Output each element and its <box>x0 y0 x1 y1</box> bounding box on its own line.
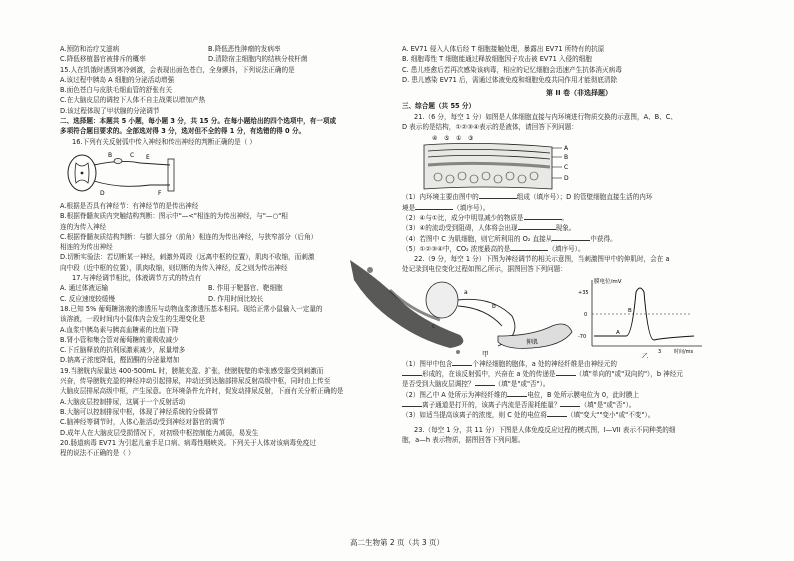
answer-blank[interactable] <box>475 379 495 386</box>
ink-stain <box>340 250 480 360</box>
fig22-y-tick-0: 0 <box>584 311 588 318</box>
q14-option-c: C.降低移植器官被排斥的概率 <box>60 55 146 64</box>
q19-stem-2: 兴奋，传导膀胱充盈的神经冲动引起排尿，冲动还到达脑部排尿反射高级中枢，同时由上传至 <box>60 377 331 386</box>
q14-options-row2 <box>60 54 398 64</box>
q16-option-a: A.根据是否具有神经节：有神经节的是传出神经 <box>60 201 199 210</box>
q17-option-a: A. 通过体液运输 <box>60 284 109 293</box>
q19-option-c: C.脑神经等调节时，人体心脏活动受到神经对器官的调节 <box>60 418 225 427</box>
q15-option-d: D.该过程体现了甲状腺的分泌调节 <box>60 106 160 115</box>
q18-option-c: C.下丘脑释放的抗利尿激素减少，尿量增多 <box>60 346 186 355</box>
fig21-num-1: ① <box>456 135 462 143</box>
fig21-label-c: C <box>564 164 569 172</box>
answer-blank[interactable] <box>479 192 517 199</box>
section2-instructions: 多项符合题目要求的。全部选对得 3 分，选对但不全的得 1 分，有选错的得 0 分。 <box>60 127 306 136</box>
q23-stem-cont: 胞，a—h 表示物质，据图回答下列问题。 <box>402 435 525 444</box>
q16-stem: 16.下列有关反射弧中传入神经和传出神经的判断正确的是（ ） <box>72 137 257 146</box>
q19-option-a: A.大脑皮层控制排尿，这属于一个反射活动 <box>60 397 186 406</box>
q20-stem: 20.肠道病毒 EV71 为引起儿童手足口病、病毒性咽峡炎。下列关于人体对该病毒免疫过 <box>60 438 316 447</box>
q18-option-a: A.血浆中胰岛素与胰高血糖素的比值下降 <box>60 325 179 334</box>
q17-option-c: C. 反应速度较缓慢 <box>60 294 115 303</box>
q17-option-d: D. 作用时间比较长 <box>208 294 264 303</box>
answer-blank[interactable] <box>415 203 453 210</box>
fig22-y-title: 膜电位/mV <box>594 278 622 285</box>
fig16-label-b: B <box>108 151 113 159</box>
fig22-y-tick-plus35: +35 <box>578 289 589 296</box>
q21-stem: 21.（6 分，每空 1 分）如图是人体细胞直接与内环境进行物质交换的示意图，A、B、C、 <box>414 112 677 121</box>
part2-title: 第 II 卷（非选择题） <box>545 89 613 98</box>
answer-blank[interactable] <box>507 390 527 397</box>
q16-option-b-cont: 连的为传入神经 <box>60 222 107 231</box>
fig21-num-4: ④ <box>432 135 438 143</box>
cell-exchange-diagram <box>402 133 582 191</box>
q18-stem: 18.已知 5% 葡萄糖溶液的渗透压与动物血浆渗透压基本相同。现给正常小鼠输入一定量的 <box>60 304 323 313</box>
q16-option-d-cont: 向中段（近中枢的位置），肌肉收缩，则切断的为传入神经，反之则为传出神经 <box>60 263 288 272</box>
fig22-marker-a: A <box>616 329 620 336</box>
q21-part1-cont: 境是 （填序号）。 <box>402 203 490 212</box>
answer-blank[interactable] <box>518 223 556 230</box>
q21-stem-cont: D 表示的是结构，①②③④表示的是液体，请回答下列问题： <box>402 123 578 132</box>
q22-part2-cont: 离子通道是打开的，该离子内流是否需耗能量？ （填"是"或"否"）。 <box>402 400 756 410</box>
q18-stem-cont: 该溶液，一段时间内小鼠体内会发生的生理变化是 <box>60 315 206 324</box>
section2-heading: 二、选择题：本题共 5 小题，每小题 3 分，共 15 分。在每小题给出的四个选项中，有一项或 <box>60 117 337 126</box>
fig16-label-e: E <box>146 153 150 161</box>
fig21-label-a: A <box>564 145 569 153</box>
spinal-cord-diagram <box>60 149 180 199</box>
q15-stem: 15.人在饥饿时遇到寒冷刺激，会表现出面色苍白，全身颤抖，下列说法正确的是 <box>60 65 295 74</box>
answer-blank[interactable] <box>556 369 576 376</box>
fig16-label-c: C <box>130 151 135 159</box>
q19-option-b: B.大脑可以控制排尿中枢，体现了神经系统的分级调节 <box>60 407 219 416</box>
q14-option-d: D.清除宿主细胞内的结核分枝杆菌 <box>208 55 308 64</box>
q22-part3: （3）如适当提高该离子的浓度，则 C 处的电位将 （填"变大""变小"或"不变"）。 <box>402 411 655 420</box>
page-footer: 高二生物第 2 页（共 3 页） <box>349 538 445 547</box>
q22-part2: （2）图乙中 A 处所示为神经纤维的 电位，B 处所示膜电位为 0，此时膜上 <box>402 390 640 399</box>
answer-blank[interactable] <box>552 234 590 241</box>
answer-blank[interactable] <box>402 369 422 376</box>
answer-blank[interactable] <box>402 400 422 407</box>
right-column <box>402 44 756 445</box>
fig22-label-extensor: 伸肌 <box>526 338 539 346</box>
fig22-yi-caption: 乙 <box>642 351 649 358</box>
q23-stem: 23.（每空 1 分，共 11 分）下图是人体免疫反应过程的模式图，I—VII 表示不同种类的细 <box>414 425 676 434</box>
fig21-label-b: B <box>564 154 569 162</box>
q15-option-a: A.该过程中胰岛 A 细胞的分泌活动增强 <box>60 75 175 84</box>
section3-heading: 三、综合题（共 55 分） <box>402 102 476 111</box>
q21-part4: （4）若图中 C 为肌细胞，则它所利用的 O₂ 直接从 中获得。 <box>402 234 617 243</box>
q22-stem-cont: 处记录到电位变化过程如图乙所示，据图回答下列问题： <box>402 265 567 274</box>
answer-blank[interactable] <box>547 410 567 417</box>
q14-option-a: A.预防和治疗艾滋病 <box>60 45 120 53</box>
fig21-num-3: ③ <box>468 135 474 143</box>
fig22-x-label: 时间/ms <box>674 348 694 355</box>
q22-part1-cont: 形成的，在该反射弧中，兴奋在 a 处的传递是 （填"单向的"或"双向的"），b 神经元 <box>402 369 756 379</box>
q21-part3: （3）④的流动受到阻碍，人体将会出现 现象。 <box>402 224 576 233</box>
q15-option-b: B.面色苍白与皮肤毛细血管的舒张有关 <box>60 86 173 95</box>
q22-part1-cont2: 是否受到大脑皮层调控？ （填"是"或"否"）。 <box>402 380 550 389</box>
q18-option-b: B.肾小管和集合管对葡萄糖的重吸收减少 <box>60 335 179 344</box>
q21-part2: （2）④与①比，成分中明显减少的物质是 。 <box>402 213 569 222</box>
fig22-x-tick: 3 <box>658 348 662 355</box>
answer-blank[interactable] <box>510 244 548 251</box>
spinal-cord-figure <box>60 149 398 199</box>
q16-option-b: B.根据脊髓灰质内突触结构判断：图示中"—<"相连的为传出神经，与"—○"相 <box>60 212 288 221</box>
fig22-label-b: b <box>492 302 496 310</box>
q22-stem: 22.（9 分，每空 1 分）下图为神经调节的相关示意图，当刺激图甲中的伸肌时，会在 a <box>414 255 670 264</box>
q20-stem-cont: 程的说法不正确的是（ ） <box>60 449 135 458</box>
fig22-label-a: a <box>464 288 468 296</box>
q22-part1: （1）图甲中包含 个神经细胞的胞体，a 处的神经纤维是由神经元的 <box>402 359 617 368</box>
fig16-label-d: D <box>100 189 105 197</box>
answer-blank[interactable] <box>524 213 562 220</box>
q19-option-d: D.成年人在大脑皮层受损情况下，对初级中枢控制能力减弱，易发生 <box>60 428 259 437</box>
q20-option-a: A. EV71 侵入人体后经 T 细胞接触处理，暴露出 EV71 所特有的抗原 <box>402 45 605 53</box>
q21-part1: （1）内环境主要由图中的 组成（填序号）；D 的管壁细胞直接生活的内环 <box>402 193 653 202</box>
fig21-label-d: D <box>564 175 569 183</box>
fig22-jia-caption: 甲 <box>482 349 489 358</box>
fig22-y-tick-minus70: -70 <box>578 333 587 340</box>
q20-option-b: B. 细胞毒性 T 细胞能通过释放细胞因子攻击被 EV71 入侵的细胞 <box>402 55 592 64</box>
q15-option-c: C.在大脑皮层的调控下人体不自主战栗以增加产热 <box>60 96 206 105</box>
q20-option-d: D. 患儿感染 EV71 后，需通过体液免疫和细胞免疫共同作用才能彻底清除 <box>402 75 618 84</box>
internal-environment-figure <box>402 133 756 191</box>
answer-blank[interactable] <box>560 400 580 407</box>
q20-option-c: C. 患儿痊愈后若再次感染该病毒，相应的记忆细胞会迅速产生抗体消灭病毒 <box>402 65 622 74</box>
q18-option-d: D.钠离子浓度降低，醛固酮的分泌量增加 <box>60 356 180 365</box>
q14-options-row1 <box>60 44 398 54</box>
q19-stem-3: 大脑皮层排尿高级中枢，产生尿意。在环境条件允许时，促发动排尿反射，下面有关分析正确的是 <box>60 387 344 396</box>
fig16-label-f: F <box>158 189 162 197</box>
q16-option-c: C.根据脊髓灰质结构判断：与膨大部分（前角）相连的为传出神经，与狭窄部分（后角） <box>60 232 318 241</box>
q14-option-b: B.降低恶性肿瘤的发病率 <box>208 45 281 53</box>
q19-stem: 19.当膀胱内尿量达 400-500mL 时，膀胱充盈、扩张，使膀胱壁的牵张感受器受到刺激而 <box>60 366 324 375</box>
q17-option-b: B. 作用于靶器官、靶细胞 <box>208 284 283 293</box>
q21-part5: （5）①②③④中，CO₂ 浓度最高的是 （填序号）。 <box>402 244 585 253</box>
fig21-num-5: ⑤ <box>444 135 450 143</box>
q16-option-d: D.切断实验法：若切断某一神经，刺激外周段（远离中枢的位置），肌肉不收缩，而刺激 <box>60 253 315 262</box>
fig22-marker-b: B <box>628 307 632 314</box>
q16-option-c-cont: 相连的为传出神经 <box>60 243 113 252</box>
q17-stem: 17.与神经调节相比，体液调节方式的特点有 <box>72 274 202 283</box>
